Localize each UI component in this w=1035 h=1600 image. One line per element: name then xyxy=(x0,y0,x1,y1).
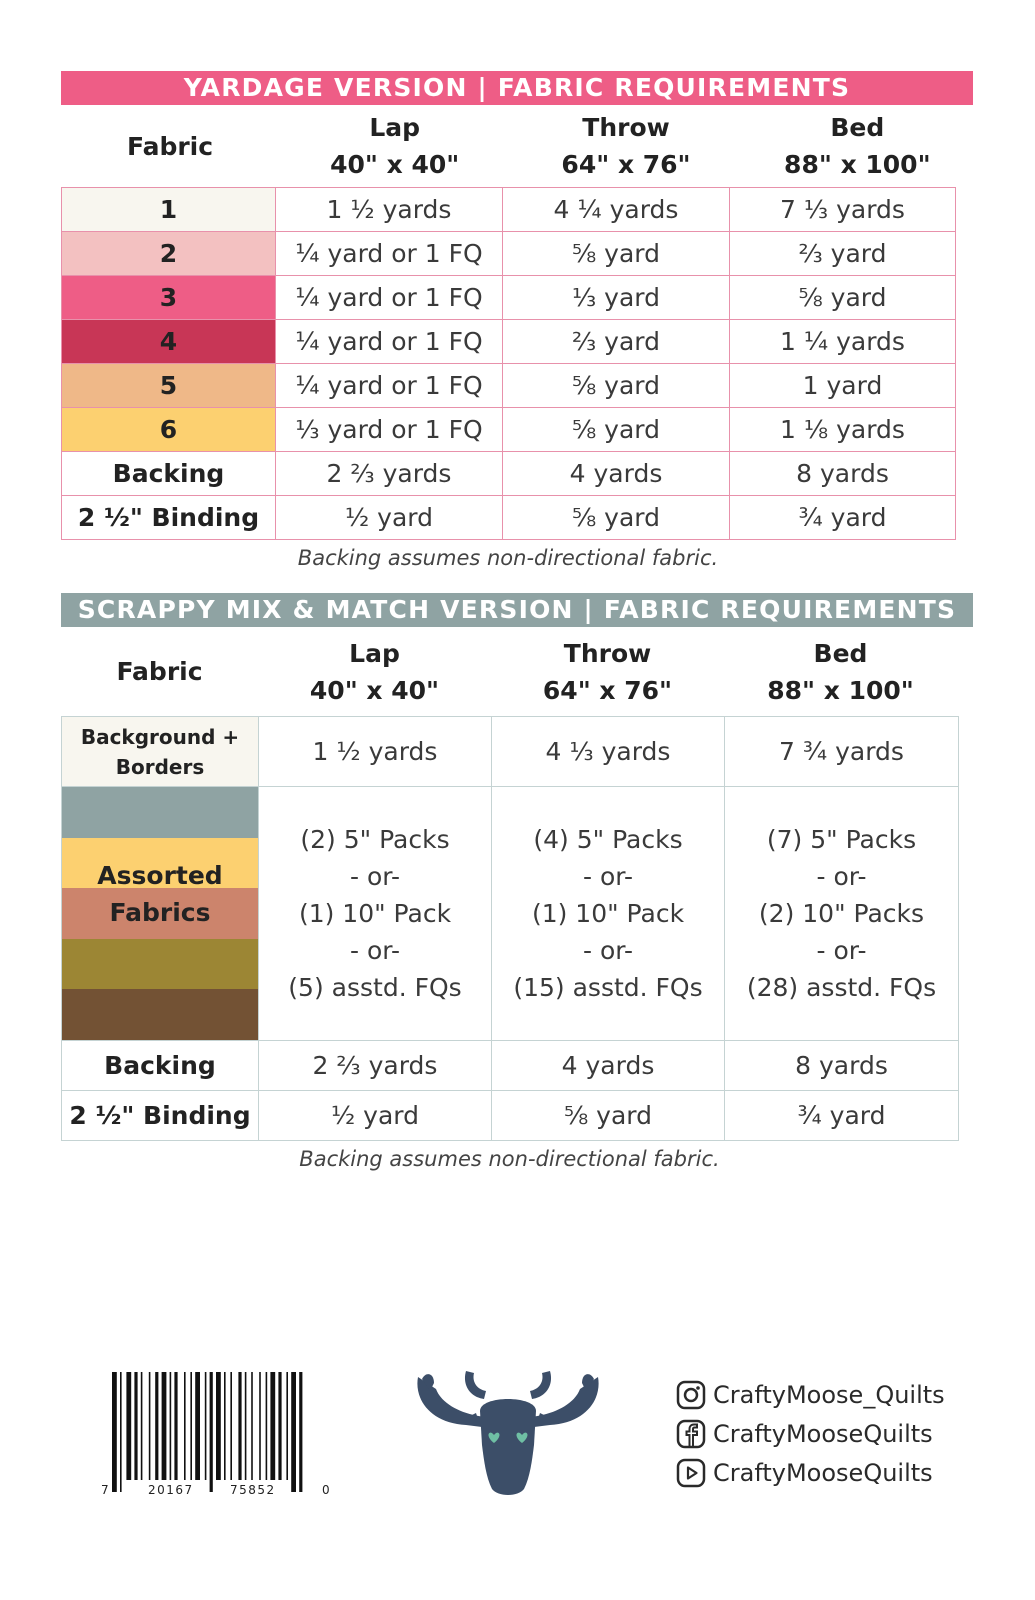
barcode-bar xyxy=(266,1372,268,1480)
yardage-title: YARDAGE VERSION | FABRIC REQUIREMENTS xyxy=(61,71,973,105)
requirement-line: - or- xyxy=(583,862,633,891)
requirement-line: - or- xyxy=(350,936,400,965)
barcode-bar xyxy=(141,1372,143,1480)
barcode-bar xyxy=(270,1372,275,1480)
cell-throw xyxy=(492,787,725,1041)
header-fabric: Fabric xyxy=(116,657,203,686)
table-row xyxy=(62,232,956,276)
requirement-line: - or- xyxy=(816,936,867,965)
row-label-background: Background + Borders xyxy=(62,717,259,787)
barcode-bar xyxy=(190,1372,192,1480)
cell-lap: ½ yard xyxy=(276,496,503,540)
cell-bed: ⅔ yard xyxy=(730,232,956,276)
social-facebook[interactable] xyxy=(675,1414,945,1453)
yardage-note: Backing assumes non-directional fabric. xyxy=(297,546,719,570)
cell-lap: ⅓ yard or 1 FQ xyxy=(276,408,503,452)
facebook-icon xyxy=(675,1418,707,1450)
row-label: 2 ½" Binding xyxy=(62,496,276,540)
barcode-bar xyxy=(224,1372,226,1480)
barcode-bar xyxy=(126,1372,131,1480)
cell-bed: 7 ⅓ yards xyxy=(730,188,956,232)
barcode-bar xyxy=(278,1372,281,1480)
cell-throw: 4 ⅓ yards xyxy=(492,717,725,787)
table-row xyxy=(62,276,956,320)
cell-lap: ½ yard xyxy=(259,1091,492,1141)
barcode-bar xyxy=(120,1372,122,1492)
cell-lap: 1 ½ yards xyxy=(259,717,492,787)
scrappy-section xyxy=(61,593,973,1171)
cell-throw: ⅝ yard xyxy=(503,364,730,408)
barcode-digits: 20167 xyxy=(148,1483,194,1497)
cell-throw: ⅔ yard xyxy=(503,320,730,364)
barcode-bar xyxy=(251,1372,253,1480)
barcode-digit: 7 xyxy=(101,1483,109,1497)
cell-bed: 8 yards xyxy=(725,1041,959,1091)
header-throw: Throw 64" x 76" xyxy=(561,113,691,179)
barcode-bar xyxy=(155,1372,158,1480)
barcode-bar xyxy=(245,1372,247,1480)
table-row xyxy=(62,364,956,408)
scrappy-note: Backing assumes non-directional fabric. xyxy=(299,1147,720,1171)
yardage-table xyxy=(61,187,956,540)
cell-lap: ¼ yard or 1 FQ xyxy=(276,320,503,364)
barcode-bar xyxy=(299,1372,302,1492)
table-row xyxy=(62,717,959,787)
cell-lap: 2 ⅔ yards xyxy=(276,452,503,496)
requirement-line: (7) 5" Packs xyxy=(766,825,917,854)
header-lap: Lap 40" x 40" xyxy=(330,113,460,179)
barcode-bar xyxy=(286,1372,288,1480)
cell-lap: 1 ½ yards xyxy=(276,188,503,232)
row-label: Backing xyxy=(62,452,276,496)
cell-lap: ¼ yard or 1 FQ xyxy=(276,364,503,408)
barcode-bar xyxy=(170,1372,172,1480)
cell-bed: ¾ yard xyxy=(725,1091,959,1141)
cell-bed: 1 yard xyxy=(730,364,956,408)
barcode-bar xyxy=(210,1372,213,1492)
barcode-bar xyxy=(205,1372,207,1480)
fabric-swatch xyxy=(62,787,258,838)
requirement-line: (15) asstd. FQs xyxy=(513,973,703,1002)
barcode-bar xyxy=(149,1372,151,1480)
social-links xyxy=(675,1375,945,1492)
barcode-bar xyxy=(230,1372,232,1480)
cell-bed: ¾ yard xyxy=(730,496,956,540)
cell-lap: 2 ⅔ yards xyxy=(259,1041,492,1091)
row-label-binding: 2 ½" Binding xyxy=(62,1091,259,1141)
moose-head-icon xyxy=(410,1365,606,1500)
barcode-bar xyxy=(162,1372,167,1480)
cell-throw: ⅝ yard xyxy=(492,1091,725,1141)
social-handle: CraftyMoose_Quilts xyxy=(713,1380,945,1409)
header-lap: Lap 40" x 40" xyxy=(309,638,440,705)
table-row xyxy=(62,408,956,452)
yardage-header xyxy=(61,105,973,187)
barcode-icon xyxy=(98,1370,338,1500)
table-row xyxy=(62,1091,959,1141)
cell-throw: ⅝ yard xyxy=(503,408,730,452)
youtube-icon xyxy=(675,1457,707,1489)
barcode-bar xyxy=(216,1372,221,1480)
barcode-digit: 0 xyxy=(322,1483,330,1497)
requirement-line: (5) asstd. FQs xyxy=(288,973,462,1002)
cell-throw: ⅝ yard xyxy=(503,232,730,276)
table-row xyxy=(62,188,956,232)
barcode-bar xyxy=(195,1372,200,1480)
barcode-bar xyxy=(134,1372,137,1480)
row-label: 6 xyxy=(62,408,276,452)
requirement-line: - or- xyxy=(350,862,400,891)
cell-bed: 8 yards xyxy=(730,452,956,496)
social-handle: CraftyMooseQuilts xyxy=(713,1458,933,1487)
social-youtube[interactable] xyxy=(675,1453,945,1492)
fabric-swatch xyxy=(62,989,258,1040)
table-row xyxy=(62,452,956,496)
requirement-line: - or- xyxy=(583,936,633,965)
cell-bed xyxy=(725,787,959,1041)
fabric-swatch xyxy=(62,939,258,990)
cell-throw: ⅝ yard xyxy=(503,496,730,540)
barcode-bar xyxy=(184,1372,186,1480)
cell-bed: 1 ¼ yards xyxy=(730,320,956,364)
row-label: 4 xyxy=(62,320,276,364)
row-label: 2 xyxy=(62,232,276,276)
requirement-line: (2) 10" Packs xyxy=(758,899,925,928)
cell-bed: 7 ¾ yards xyxy=(725,717,959,787)
row-label: 1 xyxy=(62,188,276,232)
cell-throw: 4 yards xyxy=(503,452,730,496)
table-row xyxy=(62,320,956,364)
requirement-line: (28) asstd. FQs xyxy=(746,973,937,1002)
row-label-backing: Backing xyxy=(62,1041,259,1091)
cell-lap: ¼ yard or 1 FQ xyxy=(276,232,503,276)
barcode-bar xyxy=(112,1372,117,1492)
header-bed: Bed 88" x 100" xyxy=(767,638,914,705)
table-row xyxy=(62,787,959,1041)
barcode-bar xyxy=(291,1372,296,1492)
row-label: 5 xyxy=(62,364,276,408)
yardage-section xyxy=(61,71,973,570)
table-row xyxy=(62,1041,959,1091)
cell-throw: 4 yards xyxy=(492,1041,725,1091)
assorted-fabrics-label: Assorted Fabrics xyxy=(97,861,223,927)
cell-lap xyxy=(259,787,492,1041)
requirement-line: (4) 5" Packs xyxy=(533,825,683,854)
barcode-bar xyxy=(174,1372,177,1480)
header-fabric: Fabric xyxy=(126,131,214,161)
scrappy-table xyxy=(61,716,959,1141)
social-handle: CraftyMooseQuilts xyxy=(713,1419,933,1448)
row-label: 3 xyxy=(62,276,276,320)
scrappy-header xyxy=(61,627,957,716)
barcode-bar xyxy=(238,1372,241,1480)
cell-bed: 1 ⅛ yards xyxy=(730,408,956,452)
social-instagram[interactable] xyxy=(675,1375,945,1414)
requirement-line: (1) 10" Pack xyxy=(298,899,452,928)
scrappy-title: SCRAPPY MIX & MATCH VERSION | FABRIC REQUIREMENTS xyxy=(61,593,973,627)
requirement-line: (2) 5" Packs xyxy=(300,825,450,854)
cell-lap: ¼ yard or 1 FQ xyxy=(276,276,503,320)
header-bed: Bed 88" x 100" xyxy=(784,113,931,179)
barcode-bar xyxy=(259,1372,261,1480)
assorted-fabrics-swatches xyxy=(62,787,259,1041)
header-throw: Throw 64" x 76" xyxy=(542,638,673,705)
cell-bed: ⅝ yard xyxy=(730,276,956,320)
cell-throw: 4 ¼ yards xyxy=(503,188,730,232)
cell-throw: ⅓ yard xyxy=(503,276,730,320)
requirement-line: (1) 10" Pack xyxy=(531,899,685,928)
table-row xyxy=(62,496,956,540)
requirement-line: - or- xyxy=(816,862,867,891)
instagram-icon xyxy=(675,1379,707,1411)
barcode-digits: 75852 xyxy=(230,1483,276,1497)
